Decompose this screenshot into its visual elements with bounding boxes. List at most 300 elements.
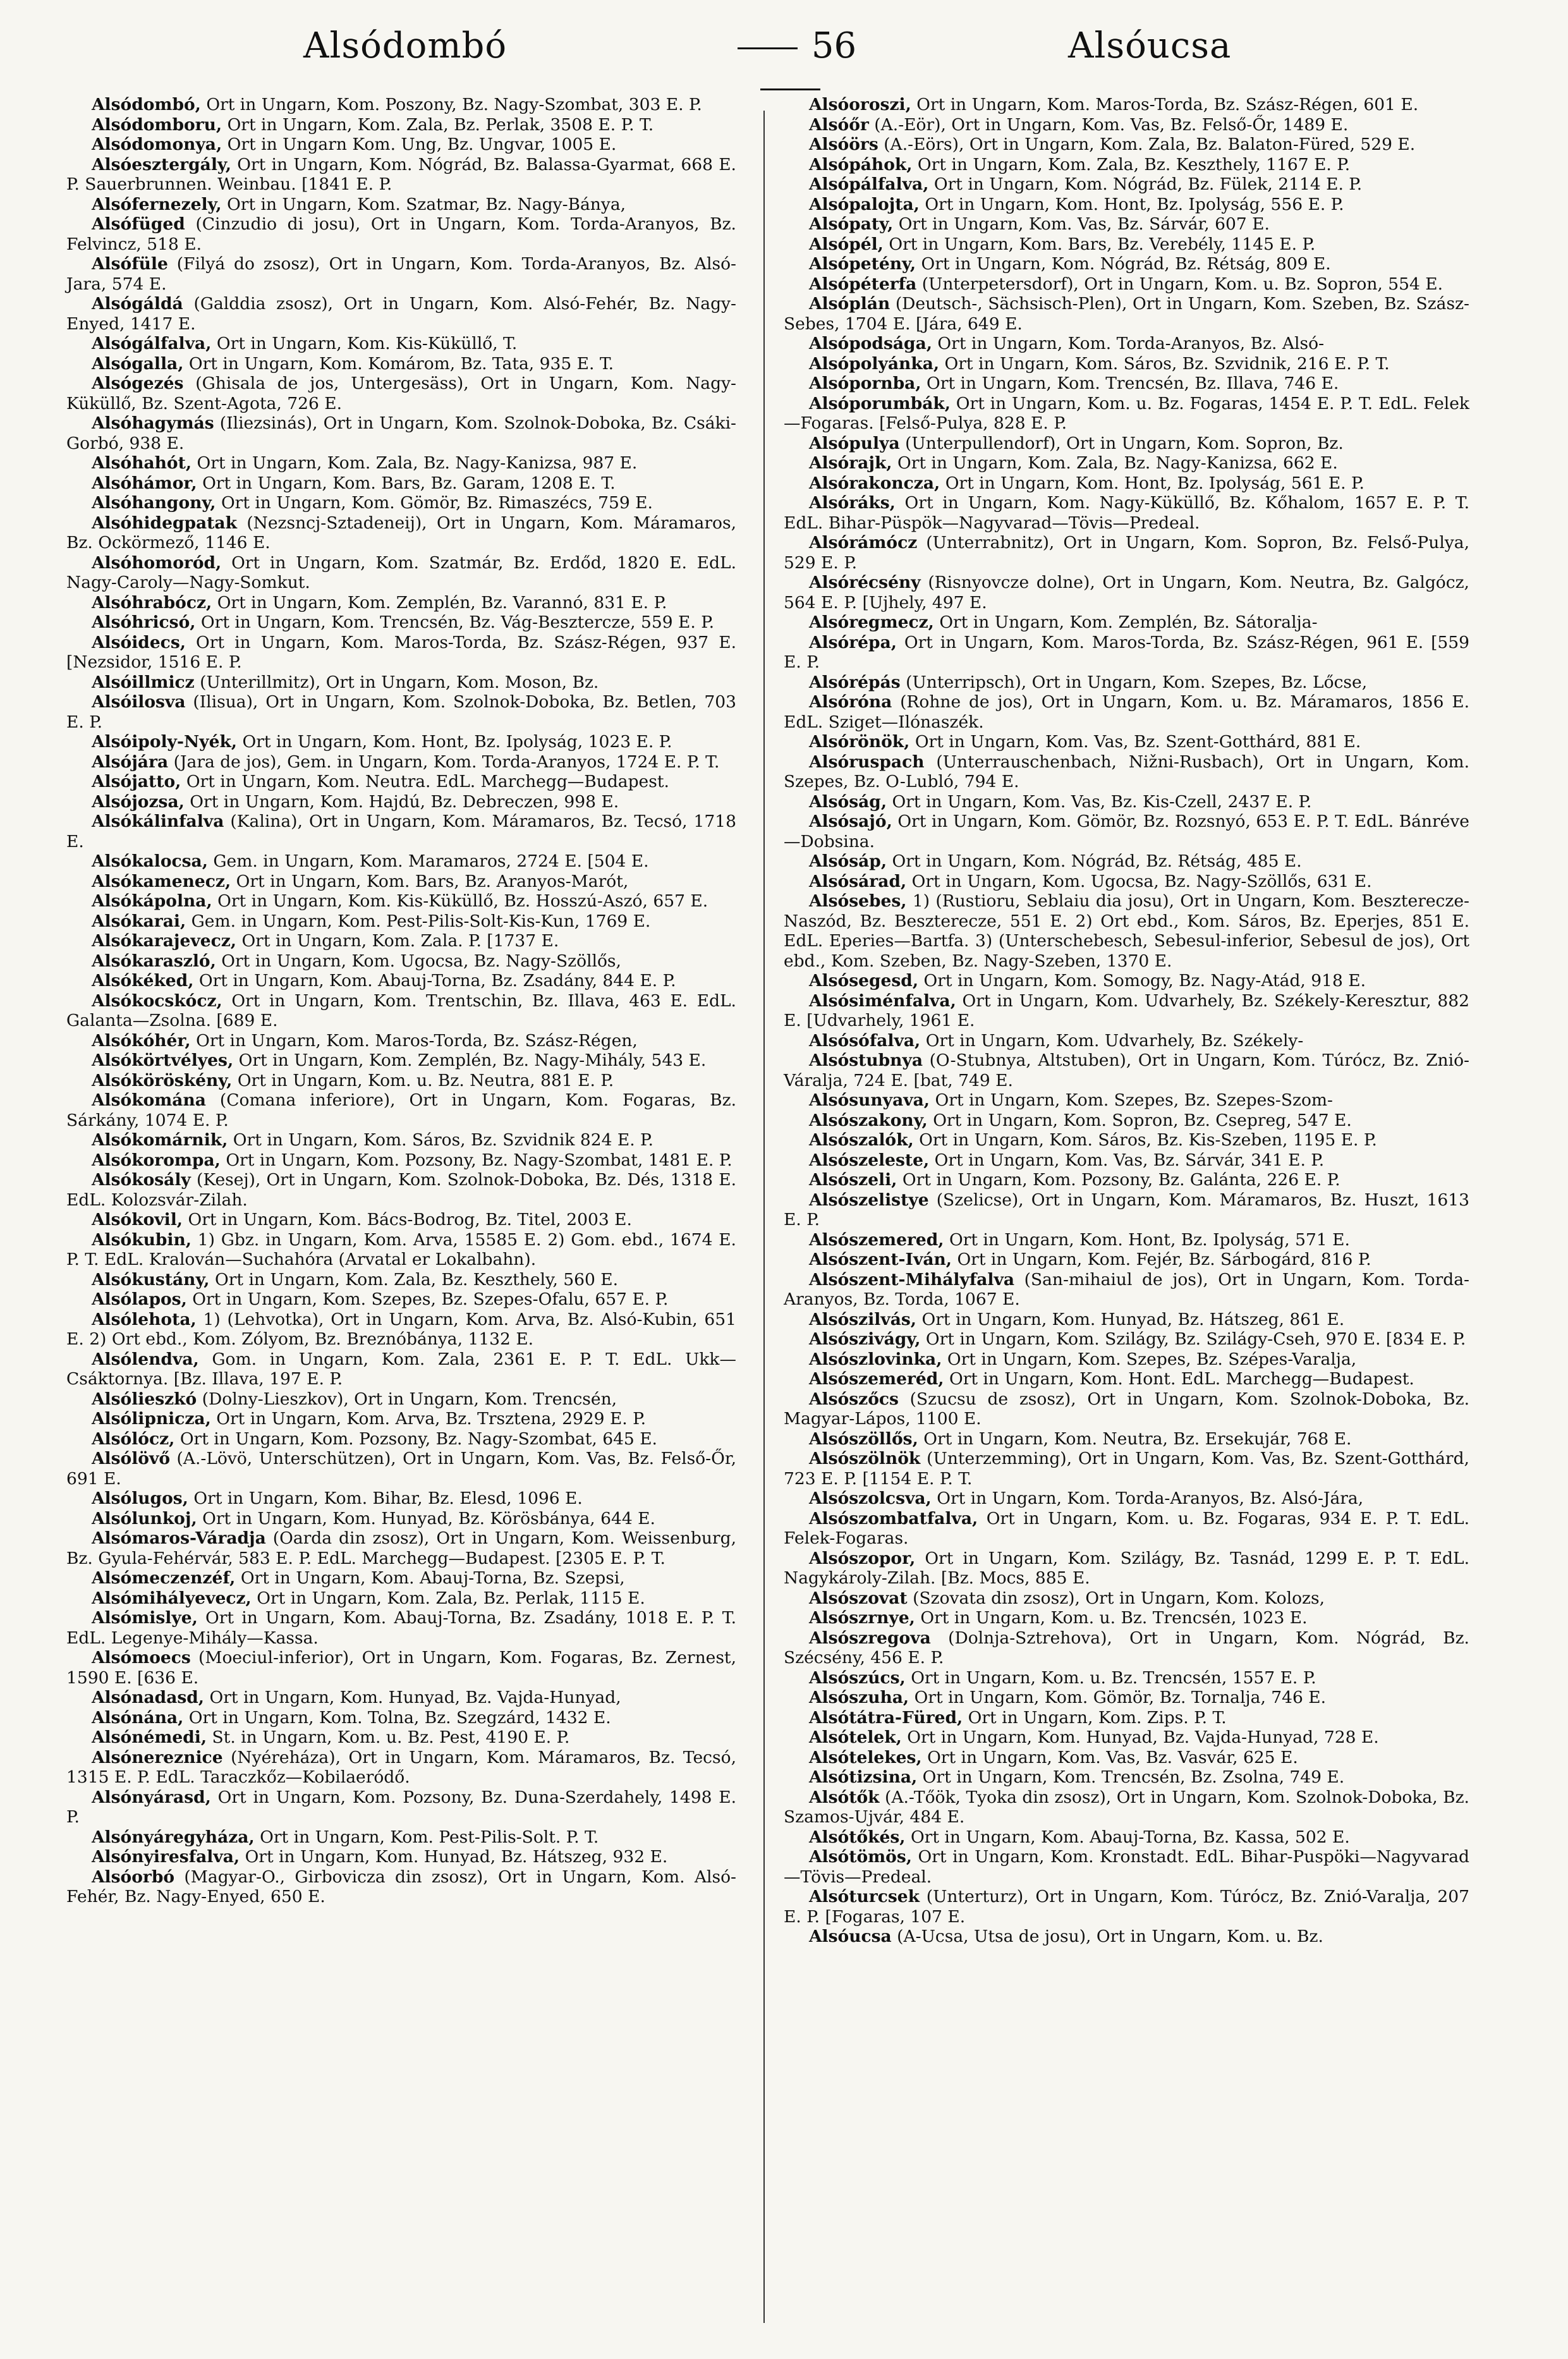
entry-text: Ort in Ungarn, Kom. u. Bz. Fogaras, 1454 E. P. T. EdL. Felek—Fogaras. [Felső-Pulya, 828 E. P. [784, 393, 1469, 433]
entry-headword: Alsószlovinka, [809, 1349, 942, 1369]
gazetteer-entry [784, 851, 1469, 872]
gazetteer-entry [66, 1051, 736, 1071]
entry-headword: Alsópornba, [809, 374, 921, 393]
gazetteer-entry [66, 413, 736, 453]
entry-text: Ort in Ungarn, Kom. Vas, Bz. Szent-Gotthárd, 881 E. [915, 732, 1361, 752]
entry-headword: Alsószopor, [809, 1548, 916, 1568]
entry-headword: Alsópalojta, [809, 194, 920, 214]
gazetteer-entry [66, 354, 736, 374]
entry-headword: Alsónereznice [92, 1747, 223, 1767]
gazetteer-entry [66, 1150, 736, 1171]
entry-headword: Alsótizsina, [809, 1767, 918, 1787]
entry-headword: Alsótők [809, 1787, 880, 1807]
gazetteer-entry [784, 971, 1469, 991]
gazetteer-entry [784, 1130, 1469, 1150]
entry-headword: Alsólugos, [92, 1489, 188, 1508]
entry-text: Ort in Ungarn, Kom. Sáros, Bz. Kis-Szeben, 1195 E. P. [919, 1130, 1377, 1150]
entry-headword: Alsótelek, [809, 1728, 902, 1747]
entry-headword: Alsókustány, [92, 1269, 210, 1289]
gazetteer-entry [784, 1509, 1469, 1549]
entry-text: Ort in Ungarn, Kom. Ugocsa, Bz. Nagy-Szöllős, [221, 951, 621, 971]
gazetteer-entry [66, 1130, 736, 1150]
entry-headword: Alsósajó, [809, 812, 892, 831]
gazetteer-entry [66, 593, 736, 613]
entry-text: Ort in Ungarn, Kom. Bars, Bz. Aranyos-Marót, [236, 871, 629, 891]
gazetteer-entry [66, 513, 736, 553]
entry-text: Ort in Ungarn, Kom. Vas, Bz. Kis-Czell, 2437 E. P. [892, 791, 1312, 812]
entry-text: Ort in Ungarn, Kom. Trentschin, Bz. Illava, 463 E. EdL. Galanta—Zsolna. [689 E. [66, 991, 736, 1030]
entry-headword: Alsótőkés, [809, 1827, 906, 1847]
entry-text: (Comana inferiore), Ort in Ungarn, Kom. Fogaras, Bz. Sárkány, 1074 E. P. [66, 1090, 736, 1130]
entry-headword: Alsóhangony, [92, 493, 216, 513]
entry-text: Ort in Ungarn, Kom. Bars, Bz. Garam, 1208 E. T. [202, 473, 616, 493]
entry-headword: Alsórépa, [809, 632, 897, 652]
entry-text: Ort in Ungarn, Kom. Szilágy, Bz. Szilágy-Cseh, 970 E. [834 E. P. [925, 1329, 1466, 1349]
gazetteer-entry [784, 1389, 1469, 1429]
entry-headword: Alsógezés [92, 374, 184, 393]
entry-headword: Alsóróna [809, 692, 892, 712]
gazetteer-entry [784, 1489, 1469, 1509]
entry-text: (Szucsu de zsosz), Ort in Ungarn, Kom. Szolnok-Doboka, Bz. Magyar-Lápos, 1100 E. [784, 1389, 1469, 1429]
gazetteer-entry [66, 1090, 736, 1130]
entry-text: Ort in Ungarn, Kom. Hont. EdL. Marchegg—Budapest. [949, 1369, 1414, 1389]
entry-text: (Cinzudio di josu), Ort in Ungarn, Kom. Torda-Aranyos, Bz. Felvincz, 518 E. [66, 214, 736, 254]
entry-text: Ort in Ungarn, Kom. Hont, Bz. Ipolyság, 571 E. [949, 1229, 1350, 1250]
entry-headword: Alsóilosva [92, 692, 186, 712]
gazetteer-entry [784, 235, 1469, 255]
entry-headword: Alsólócz, [92, 1429, 175, 1449]
entry-headword: Alsószrnye, [809, 1608, 915, 1628]
entry-text: Ort in Ungarn, Kom. Vas, Bz. Sárvár, 341 E. P. [934, 1150, 1325, 1170]
entry-headword: Alsókubin, [92, 1229, 191, 1250]
gazetteer-entry [784, 1628, 1469, 1668]
gazetteer-entry [66, 752, 736, 772]
entry-headword: Alsóstubnya [809, 1051, 923, 1070]
entry-text: (Dolnja-Sztrehova), Ort in Ungarn, Kom. Nógrád, Bz. Szécsény, 456 E. P. [784, 1628, 1469, 1667]
entry-headword: Alsóporumbák, [809, 393, 951, 413]
gazetteer-entry [784, 434, 1469, 454]
entry-text: Ort in Ungarn, Kom. Zala, Bz. Nagy-Kanizsa, 987 E. [197, 453, 638, 473]
right-column [784, 95, 1469, 1947]
entry-headword: Alsóhricsó, [92, 613, 196, 632]
entry-text: Ort in Ungarn, Kom. Pozsony, Bz. Nagy-Szombat, 645 E. [179, 1429, 657, 1449]
entry-headword: Alsószombatfalva, [809, 1508, 978, 1528]
entry-text: Ort in Ungarn, Kom. u. Bz. Trencsén, 1557 E. P. [911, 1667, 1316, 1688]
entry-headword: Alsószuha, [809, 1688, 909, 1707]
entry-headword: Alsómeczenzéf, [92, 1568, 236, 1588]
entry-text: Ort in Ungarn, Kom. Kis-Küküllő, T. [216, 334, 518, 353]
entry-text: Ort in Ungarn, Kom. Nógrád, Bz. Fülek, 2114 E. P. [933, 174, 1363, 194]
entry-headword: Alsóhidegpatak [92, 513, 237, 533]
gazetteer-entry [66, 1429, 736, 1449]
gazetteer-entry [784, 812, 1469, 851]
entry-text: Ort in Ungarn, Kom. u. Bz. Fogaras, 934 E. P. T. EdL. Felek-Fogaras. [784, 1508, 1469, 1548]
entry-text: Ort in Ungarn, Kom. Zemplén, Bz. Sátoralja- [939, 613, 1318, 632]
entry-headword: Alsószolcsva, [809, 1489, 932, 1508]
entry-headword: Alsópáhok, [809, 154, 913, 174]
entry-headword: Alsókomárnik, [92, 1130, 228, 1150]
entry-headword: Alsómislye, [92, 1608, 198, 1628]
gazetteer-entry [784, 195, 1469, 215]
entry-text: (Unterrauschenbach, Nižni-Rusbach), Ort in Ungarn, Kom. Szepes, Bz. O-Lubló, 794 E. [784, 752, 1469, 791]
entry-text: Ort in Ungarn, Kom. Zala, Bz. Perlak, 3508 E. P. T. [227, 114, 654, 135]
entry-text: (Filyá do zsosz), Ort in Ungarn, Kom. Torda-Aranyos, Bz. Alsó-Jara, 574 E. [66, 254, 736, 294]
entry-text: (Unterpullendorf), Ort in Ungarn, Kom. Sopron, Bz. [905, 433, 1344, 453]
gazetteer-entry [784, 573, 1469, 613]
entry-text: Ort in Ungarn, Kom. Gömör, Bz. Tornalja, 746 E. [914, 1688, 1327, 1707]
entry-headword: Alsótátra-Füred, [809, 1707, 963, 1728]
entry-text: Ort in Ungarn, Kom. u. Bz. Neutra, 881 E. P. [237, 1070, 614, 1090]
entry-headword: Alsórépás [809, 672, 901, 692]
entry-headword: Alsókalocsa, [92, 851, 208, 871]
entry-headword: Alsólendva, [92, 1349, 199, 1369]
entry-headword: Alsósófalva, [809, 1030, 921, 1051]
gazetteer-entry [66, 195, 736, 215]
entry-text: Ort in Ungarn, Kom. Pozsony, Bz. Galánta, 226 E. P. [902, 1170, 1340, 1190]
entry-headword: Alsószöllős, [809, 1429, 918, 1449]
entry-headword: Alsórajk, [809, 453, 892, 473]
entry-text: Ort in Ungarn, Kom. Neutra. EdL. Marchegg—Budapest. [186, 772, 669, 791]
gazetteer-entry [784, 673, 1469, 693]
entry-headword: Alsómihályevecz, [92, 1588, 252, 1608]
entry-headword: Alsógálfalva, [92, 334, 212, 353]
gazetteer-entry [784, 1111, 1469, 1131]
entry-text: Ort in Ungarn, Kom. Kis-Küküllő, Bz. Hosszú-Aszó, 657 E. [217, 891, 708, 911]
gazetteer-entry [784, 633, 1469, 673]
gazetteer-entry [784, 1608, 1469, 1628]
entry-headword: Alsópél, [809, 234, 884, 254]
gazetteer-entry [784, 1728, 1469, 1748]
gazetteer-entry [784, 991, 1469, 1031]
entry-text: Ort in Ungarn, Kom. Szatmár, Bz. Erdőd, 1820 E. EdL. Nagy-Caroly—Nagy-Somkut. [66, 552, 736, 592]
entry-headword: Alsónyárasd, [92, 1787, 211, 1807]
gazetteer-entry [784, 1788, 1469, 1827]
gazetteer-entry [66, 633, 736, 673]
entry-headword: Alsókamenecz, [92, 871, 231, 891]
entry-text: Ort in Ungarn, Kom. Bács-Bodrog, Bz. Titel, 2003 E. [188, 1210, 632, 1229]
gazetteer-entry [66, 971, 736, 991]
gazetteer-entry [66, 1608, 736, 1648]
entry-text: Ort in Ungarn, Kom. Szatmar, Bz. Nagy-Bánya, [227, 194, 626, 214]
entry-headword: Alsószölnök [809, 1449, 921, 1468]
gazetteer-entry [784, 1230, 1469, 1250]
entry-text: Ort in Ungarn, Kom. Abauj-Torna, Bz. Zsadány, 1018 E. P. T. EdL. Legenye-Mihály—Kassa. [66, 1608, 736, 1648]
entry-headword: Alsószemered, [809, 1229, 944, 1250]
gazetteer-entry [66, 911, 736, 932]
gazetteer-entry [66, 931, 736, 951]
entry-headword: Alsószakony, [809, 1110, 928, 1130]
gazetteer-entry [66, 1170, 736, 1210]
entry-headword: Alsószalók, [809, 1130, 914, 1150]
entry-headword: Alsónyáregyháza, [92, 1827, 255, 1847]
entry-headword: Alsószovat [809, 1588, 908, 1608]
gazetteer-entry [66, 1031, 736, 1051]
entry-headword: Alsópolyánka, [809, 353, 940, 374]
gazetteer-entry [66, 453, 736, 473]
entry-text: (Nyéreháza), Ort in Ungarn, Kom. Máramaros, Bz. Tecsó, 1315 E. P. EdL. Taraczkőz—Kobilaeródő. [66, 1747, 736, 1787]
entry-headword: Alsótelekes, [809, 1747, 922, 1767]
gazetteer-entry [784, 1329, 1469, 1350]
gazetteer-entry [784, 1369, 1469, 1389]
gazetteer-entry [784, 613, 1469, 633]
entry-headword: Alsószeli, [809, 1170, 897, 1190]
entry-headword: Alsósiménfalva, [809, 991, 956, 1011]
page-number: 56 [811, 25, 857, 66]
entry-headword: Alsógáldá [92, 294, 183, 314]
gazetteer-entry [66, 1071, 736, 1091]
entry-text: (A.-Tőök, Tyoka din zsosz), Ort in Ungarn, Kom. Szolnok-Doboka, Bz. Szamos-Ujvár, 484 E. [784, 1787, 1469, 1827]
entry-headword: Alsópaty, [809, 214, 894, 234]
entry-headword: Alsópéterfa [809, 274, 917, 294]
entry-text: Ort in Ungarn, Kom. Trencsén, Bz. Illava, 746 E. [927, 374, 1339, 393]
gazetteer-entry [66, 812, 736, 851]
entry-text: (Unterrabnitz), Ort in Ungarn, Kom. Sopron, Bz. Felső-Pulya, 529 E. P. [784, 533, 1469, 573]
entry-headword: Alsónadasd, [92, 1688, 205, 1707]
gazetteer-entry [66, 1528, 736, 1568]
gazetteer-entry [784, 394, 1469, 434]
entry-headword: Alsókarajevecz, [92, 931, 237, 951]
entry-headword: Alsószúcs, [809, 1667, 906, 1688]
entry-text: Ort in Ungarn, Kom. Maros-Torda, Bz. Szász-Régen, [196, 1030, 638, 1051]
entry-headword: Alsószilvás, [809, 1309, 917, 1329]
entry-headword: Alsókéked, [92, 971, 194, 991]
header-dash-right [760, 88, 820, 90]
entry-text: (Szelicse), Ort in Ungarn, Kom. Máramaros, Bz. Huszt, 1613 E. P. [784, 1190, 1469, 1229]
gazetteer-entry [66, 951, 736, 972]
entry-text: (Nezsncj-Sztadeneij), Ort in Ungarn, Kom. Máramaros, Bz. Ockörmező, 1146 E. [66, 513, 736, 552]
entry-text: Ort in Ungarn, Kom. Hajdú, Bz. Debreczen, 998 E. [190, 791, 619, 812]
column-divider [763, 111, 765, 2323]
entry-text: Ort in Ungarn, Kom. Pozsony, Bz. Duna-Szerdahely, 1498 E. P. [66, 1787, 736, 1827]
gazetteer-entry [66, 673, 736, 693]
entry-headword: Alsólövő [92, 1449, 171, 1468]
entry-headword: Alsóráks, [809, 493, 896, 513]
gazetteer-entry [66, 1748, 736, 1788]
gazetteer-entry [66, 1509, 736, 1529]
entry-headword: Alsópetény, [809, 254, 916, 274]
entry-text: (O-Stubnya, Altstuben), Ort in Ungarn, Kom. Túrócz, Bz. Znió-Váralja, 724 E. [bat, 749 E. [784, 1051, 1469, 1090]
gazetteer-entry [784, 334, 1469, 354]
gazetteer-entry [784, 1270, 1469, 1310]
entry-headword: Alsófüged [92, 214, 185, 234]
entry-headword: Alsóucsa [809, 1927, 892, 1946]
gazetteer-entry [66, 1568, 736, 1588]
gazetteer-entry [66, 1867, 736, 1907]
entry-text: Ort in Ungarn, Kom. Torda-Aranyos, Bz. Alsó- [937, 334, 1325, 353]
entry-headword: Alsókörtvélyes, [92, 1051, 234, 1070]
entry-text: Ort in Ungarn, Kom. Sáros, Bz. Szvidnik, 216 E. P. T. [944, 353, 1390, 374]
entry-headword: Alsógalla, [92, 353, 184, 374]
entry-text: (Iliezsinás), Ort in Ungarn, Kom. Szolnok-Doboka, Bz. Csáki-Gorbó, 938 E. [66, 413, 736, 453]
gazetteer-entry [784, 1190, 1469, 1230]
entry-text: 1) (Lehvotka), Ort in Ungarn, Kom. Arva, Bz. Alsó-Kubin, 651 E. 2) Ort ebd., Kom. Zólyom, Bz. Breznóbánya, 1132 E. [66, 1309, 736, 1349]
entry-text: Ort in Ungarn, Kom. Komárom, Bz. Tata, 935 E. T. [188, 353, 614, 374]
entry-text: Gem. in Ungarn, Kom. Pest-Pilis-Solt-Kis-Kun, 1769 E. [191, 911, 651, 931]
entry-headword: Alsónyiresfalva, [92, 1847, 240, 1867]
entry-headword: Alsóipoly-Nyék, [92, 732, 238, 752]
gazetteer-entry [66, 1788, 736, 1827]
entry-text: Ort in Ungarn, Kom. Pest-Pilis-Solt. P. T. [260, 1827, 599, 1847]
entry-text: (A.-Eörs), Ort in Ungarn, Kom. Zala, Bz. Balaton-Füred, 529 E. [884, 135, 1416, 154]
entry-text: Ort in Ungarn, Kom. Kronstadt. EdL. Bihar-Puspöki—Nagyvarad—Tövis—Predeal. [784, 1847, 1469, 1887]
gazetteer-entry [66, 1449, 736, 1489]
gazetteer-entry [66, 1588, 736, 1609]
gazetteer-entry [66, 792, 736, 812]
gazetteer-entry [784, 354, 1469, 374]
entry-text: (Rohne de jos), Ort in Ungarn, Kom. u. Bz. Máramaros, 1856 E. EdL. Sziget—Ilónaszék. [784, 692, 1469, 732]
entry-headword: Alsókorompa, [92, 1150, 221, 1170]
entry-headword: Alsólipnicza, [92, 1409, 211, 1429]
entry-headword: Alsószemeréd, [809, 1369, 944, 1389]
gazetteer-entry [784, 1449, 1469, 1489]
entry-text: Ort in Ungarn, Kom. Hunyad, Bz. Körösbánya, 644 E. [202, 1508, 655, 1528]
gazetteer-entry [784, 752, 1469, 792]
entry-headword: Alsódomboru, [92, 114, 222, 135]
gazetteer-entry [66, 155, 736, 195]
gazetteer-entry [66, 851, 736, 872]
entry-text: (Unterzemming), Ort in Ungarn, Kom. Vas, Bz. Szent-Gotthárd, 723 E. P. [1154 E. P. T. [784, 1449, 1469, 1489]
entry-text: (Galddia zsosz), Ort in Ungarn, Kom. Alsó-Fehér, Bz. Nagy-Enyed, 1417 E. [66, 294, 736, 334]
gazetteer-entry [784, 1827, 1469, 1848]
gazetteer-entry [784, 473, 1469, 494]
entry-headword: Alsósárad, [809, 871, 907, 891]
gazetteer-entry [66, 254, 736, 294]
entry-text: (Unterturz), Ort in Ungarn, Kom. Túrócz, Bz. Znió-Varalja, 207 E. P. [Fogaras, 107 E. [784, 1887, 1469, 1927]
entry-text: (Szovata din zsosz), Ort in Ungarn, Kom. Kolozs, [913, 1588, 1325, 1608]
gazetteer-entry [784, 1549, 1469, 1588]
entry-text: Ort in Ungarn, Kom. Poszony, Bz. Nagy-Szombat, 303 E. P. [206, 95, 702, 114]
gazetteer-entry [784, 135, 1469, 155]
gazetteer-entry [784, 1350, 1469, 1370]
entry-text: (Ilisua), Ort in Ungarn, Kom. Szolnok-Doboka, Bz. Betlen, 703 E. P. [66, 692, 736, 732]
entry-text: Ort in Ungarn, Kom. Zala, Bz. Nagy-Kanizsa, 662 E. [897, 453, 1338, 473]
entry-headword: Alsósunyava, [809, 1090, 930, 1110]
entry-text: Ort in Ungarn, Kom. Szepes, Bz. Szepes-Szom- [935, 1090, 1334, 1110]
gazetteer-entry [66, 991, 736, 1031]
gazetteer-entry [784, 891, 1469, 971]
entry-headword: Alsórámócz [809, 533, 918, 552]
entry-headword: Alsóőr [809, 114, 869, 135]
entry-text: Ort in Ungarn, Kom. Zala, Bz. Keszthely, 1167 E. P. [917, 154, 1351, 174]
entry-headword: Alsófüle [92, 254, 168, 274]
entry-headword: Alsóság, [809, 791, 887, 812]
gazetteer-entry [784, 1310, 1469, 1330]
entry-headword: Alsóruspach [809, 752, 925, 772]
entry-headword: Alsószent-Mihályfalva [809, 1269, 1015, 1289]
entry-text: Ort in Ungarn, Kom. Bars, Bz. Verebély, 1145 E. P. [889, 234, 1316, 254]
entry-headword: Alsórakoncza, [809, 473, 940, 493]
gazetteer-entry [784, 1927, 1469, 1947]
right-running-head: Alsóucsa [1068, 25, 1232, 66]
entry-headword: Alsóköröskény, [92, 1070, 233, 1090]
entry-headword: Alsókápolna, [92, 891, 212, 911]
gazetteer-entry [784, 493, 1469, 533]
gazetteer-entry [784, 294, 1469, 334]
entry-headword: Alsókóhér, [92, 1030, 191, 1051]
entry-text: St. in Ungarn, Kom. u. Bz. Pest, 4190 E. P. [212, 1728, 570, 1747]
entry-headword: Alsópodsága, [809, 334, 932, 353]
entry-headword: Alsóhagymás [92, 413, 214, 433]
entry-text: Ort in Ungarn, Kom. Arva, Bz. Trsztena, 2929 E. P. [216, 1409, 647, 1429]
entry-text: Ort in Ungarn, Kom. Hunyad, Bz. Hátszeg, 932 E. [245, 1847, 668, 1867]
entry-text: (Unterripsch), Ort in Ungarn, Kom. Szepes, Bz. Lőcse, [906, 672, 1368, 692]
entry-headword: Alsósáp, [809, 851, 887, 871]
entry-text: (Ghisala de jos, Untergesäss), Ort in Ungarn, Kom. Nagy-Küküllő, Bz. Szent-Agota, 726 E. [66, 374, 736, 413]
entry-headword: Alsószeleste, [809, 1150, 930, 1170]
entry-text: Ort in Ungarn, Kom. Torda-Aranyos, Bz. Alsó-Jára, [937, 1489, 1364, 1508]
entry-text: Ort in Ungarn, Kom. Zala, Bz. Perlak, 1115 E. [257, 1588, 645, 1608]
gazetteer-entry [66, 772, 736, 792]
entry-headword: Alsószent-Iván, [809, 1250, 952, 1269]
entry-text: Ort in Ungarn, Kom. Hunyad, Bz. Vajda-Hunyad, 728 E. [907, 1728, 1379, 1747]
entry-text: (Kesej), Ort in Ungarn, Kom. Szolnok-Doboka, Bz. Dés, 1318 E. EdL. Kolozsvár-Zilah. [66, 1170, 736, 1210]
gazetteer-entry [784, 732, 1469, 752]
entry-text: Ort in Ungarn, Kom. Abauj-Torna, Bz. Szepsi, [240, 1568, 625, 1588]
entry-headword: Alsószelistye [809, 1190, 929, 1210]
entry-text: (Deutsch-, Sächsisch-Plen), Ort in Ungarn, Kom. Szeben, Bz. Szász-Sebes, 1704 E. [Jára, 649 E. [784, 294, 1469, 334]
entry-text: Ort in Ungarn, Kom. Szilágy, Bz. Tasnád, 1299 E. P. T. EdL. Nagykároly-Zilah. [Bz. Mocs, 885 E. [784, 1548, 1469, 1588]
entry-text: (Oarda din zsosz), Ort in Ungarn, Kom. Weissenburg, Bz. Gyula-Fehérvár, 583 E. P. EdL. Marchegg—Budapest. [2305 E. P. T. [66, 1528, 736, 1568]
entry-headword: Alsómaros-Váradja [92, 1528, 266, 1548]
entry-headword: Alsójozsa, [92, 791, 185, 812]
gazetteer-entry [784, 1688, 1469, 1708]
entry-text: (Risnyovcze dolne), Ort in Ungarn, Kom. Neutra, Bz. Galgócz, 564 E. P. [Ujhely, 497 E. [784, 573, 1469, 613]
entry-headword: Alsófernezely, [92, 194, 222, 214]
gazetteer-entry [784, 1708, 1469, 1728]
entry-text: Ort in Ungarn, Kom. Udvarhely, Bz. Székely-Keresztur, 882 E. [Udvarhely, 1961 E. [784, 991, 1469, 1030]
entry-text: Ort in Ungarn, Kom. Trencsén, Bz. Zsolna, 749 E. [922, 1767, 1345, 1787]
entry-headword: Alsóturcsek [809, 1887, 920, 1906]
gazetteer-entry [66, 1230, 736, 1270]
entry-headword: Alsókálinfalva [92, 812, 224, 831]
gazetteer-entry [784, 1429, 1469, 1449]
entry-headword: Alsókaraszló, [92, 951, 216, 971]
gazetteer-entry [66, 294, 736, 334]
gazetteer-entry [784, 1887, 1469, 1927]
entry-headword: Alsókocskócz, [92, 991, 222, 1011]
entry-text: Ort in Ungarn, Kom. Zemplén, Bz. Nagy-Mihály, 543 E. [238, 1051, 707, 1070]
entry-text: Ort in Ungarn, Kom. u. Bz. Trencsén, 1023 E. [920, 1608, 1308, 1628]
entry-text: Ort in Ungarn, Kom. Trencsén, Bz. Vág-Besztercze, 559 E. P. [200, 613, 715, 632]
entry-headword: Alsószregova [809, 1628, 931, 1648]
gazetteer-entry [66, 115, 736, 135]
entry-text: Gem. in Ungarn, Kom. Maramaros, 2724 E. [504 E. [213, 851, 649, 871]
entry-headword: Alsókarai, [92, 911, 186, 931]
gazetteer-entry [784, 1847, 1469, 1887]
gazetteer-entry [66, 473, 736, 494]
gazetteer-entry [784, 872, 1469, 892]
gazetteer-entry [66, 1389, 736, 1410]
entry-text: (Moeciul-inferior), Ort in Ungarn, Kom. Fogaras, Bz. Zernest, 1590 E. [636 E. [66, 1648, 736, 1688]
entry-headword: Alsókovil, [92, 1210, 183, 1229]
entry-text: (Unterillmitz), Ort in Ungarn, Kom. Moson, Bz. [200, 672, 599, 692]
entry-headword: Alsószivágy, [809, 1329, 921, 1349]
entry-text: Ort in Ungarn, Kom. Zala, Bz. Keszthely, 560 E. [214, 1269, 619, 1289]
gazetteer-entry [66, 1728, 736, 1748]
entry-text: Ort in Ungarn, Kom. Hunyad, Bz. Hátszeg, 861 E. [921, 1309, 1345, 1329]
entry-headword: Alsószőcs [809, 1389, 899, 1409]
gazetteer-entry [784, 1748, 1469, 1768]
entry-text: Ort in Ungarn, Kom. Abauj-Torna, Bz. Kassa, 502 E. [910, 1827, 1350, 1847]
entry-text: Ort in Ungarn, Kom. Maros-Torda, Bz. Szász-Régen, 937 E. [Nezsidor, 1516 E. P. [66, 632, 736, 672]
gazetteer-entry [66, 334, 736, 354]
gazetteer-entry [784, 254, 1469, 274]
gazetteer-entry [66, 214, 736, 254]
entry-text: (A.-Eör), Ort in Ungarn, Kom. Vas, Bz. Felső-Őr, 1489 E. [874, 114, 1349, 135]
entry-text: Ort in Ungarn, Kom. Bihar, Bz. Elesd, 1096 E. [193, 1489, 583, 1508]
gazetteer-entry [66, 1270, 736, 1290]
left-column [66, 95, 736, 1907]
